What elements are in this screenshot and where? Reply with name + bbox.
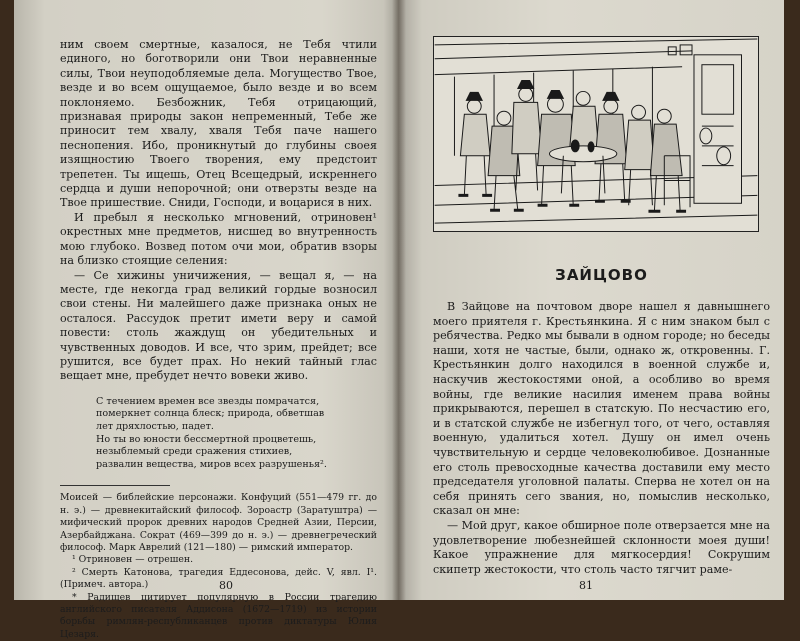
book-spine — [392, 0, 406, 600]
paragraph: — Мой друг, какое обширное поле отверзается мне на удовлетворение любезнейшей склонности моея души! Какое упражнение для мягкосердия! Сокрушим скипетр жестокости, что столь часто тягчит раме- — [433, 518, 770, 576]
paragraph: В Зайцове на почтовом дворе нашел я давнышнего моего приятеля г. Крестьянкина. Я с ним знаком был с ребячества. Редко мы бывали в одном городе; но беседы наши, хотя не частые, были, однако ж, откровенны. Г. Крестьянкин долго находился в военной службе и, наскучив жестокостями оной, а особливо во время войны, где великие насилия именем права войны прикрываются, перешел в статскую. По несчастию его, и в статской службе не избегнул того, от чего, оставляя военную, удалиться хотел. Душу он имел очень чувствительную и сердце человеколюбивое. Дознанные его столь превосходные качества доставили ему место председателя уголовной палаты. Сперва не хотел он на себя принять сего звания, но, помыслив несколько, сказал он мне: — [433, 300, 770, 518]
paragraph: ним своем смертные, казалося, не Тебя чтили единого, но боготворили они Твои неравненные силы, Твои неуподобляемые дела. Могущество Твое, везде и во всем ощущаемое, было везде и во всем поклоняемо. Безбожник, Тебя отрицающий, признавая природы закон непременный, Тебе же приносит тем хвалу, хваля Тебя паче нашего песнопения. Ибо, проникнутый до глубины своея изящностию Твоего творения, ему предстоит трепетен. Ты ищешь, Отец Всещедрый, искреннего сердца и души непорочной; они отверзты везде на Твое пришествие. Сниди, Господи, и воцарися в них. — [60, 38, 377, 210]
page-number: 80 — [219, 579, 233, 592]
poem-quote — [96, 396, 377, 472]
footnote: * Радищев цитирует популярную в России трагедию английского писателя Аддисона (1672—1719) из истории борьбы римлян-республиканцев против диктатуры Юлия Цезаря. — [60, 591, 377, 640]
footnote: ² Смерть Катонова, трагедия Еддесонова, дейс. V, явл. I¹. (Примеч. автора.) — [60, 566, 377, 591]
footnote: Моисей — библейские персонажи. Конфуций (551—479 гг. до н. э.) — древнекитайский философ. Зороастр (Заратуштра) — мифический пророк древних народов Средней Азии, Персии, Азербайджана. Сократ (469—399 до н. э.) — древнегреческий философ. Марк Аврелий (121—180) — римский император. — [60, 492, 377, 553]
poem-line: лет дряхлостью, падет. — [96, 420, 214, 432]
paragraph: — Се хижины уничижения, — вещал я, — на месте, где некогда град великий гордые возносил свои стены. Ни малейшего даже признака оных не осталося. Рассудок претит имети веру и самой повести: столь жаждущ он убедительных и чувственных доводов. И все, что зрим, прейдет; все рушится, все будет прах. Но некий тайный глас вещает мне, пребудет нечто вовеки живо. — [60, 268, 377, 383]
footnote: ¹ Отриновен — отрешен. — [72, 554, 194, 566]
paragraph: И пребыл я несколько мгновений, отриновен¹ окрестных мне предметов, нисшед во внутренность мою глубоко. Возвед потом очи мои, обратив взоры на близко стоящие селения: — [60, 210, 377, 268]
poem-line: С течением времен все звезды помрачатся, — [96, 395, 320, 407]
left-page-body — [60, 38, 377, 384]
chapter-title: ЗАЙЦОВО — [555, 266, 648, 284]
poem-line: незыблемый среди сражения стихиев, — [96, 446, 293, 458]
poem-line: померкнет солнца блеск; природа, обветшав — [96, 408, 325, 420]
page-number: 81 — [579, 579, 593, 592]
footnotes — [60, 492, 377, 641]
right-page-body — [433, 300, 770, 577]
poem-line: Но ты во юности бессмертной процветешь, — [96, 433, 317, 445]
open-book — [14, 0, 784, 640]
poem-line: развалин вещества, миров всех разрушенья². — [96, 458, 327, 470]
tavern-scene-illustration — [433, 36, 759, 232]
tavern-scene-icon — [434, 37, 758, 231]
left-page — [14, 0, 399, 640]
right-page — [399, 0, 784, 600]
footnote-divider — [60, 485, 170, 486]
